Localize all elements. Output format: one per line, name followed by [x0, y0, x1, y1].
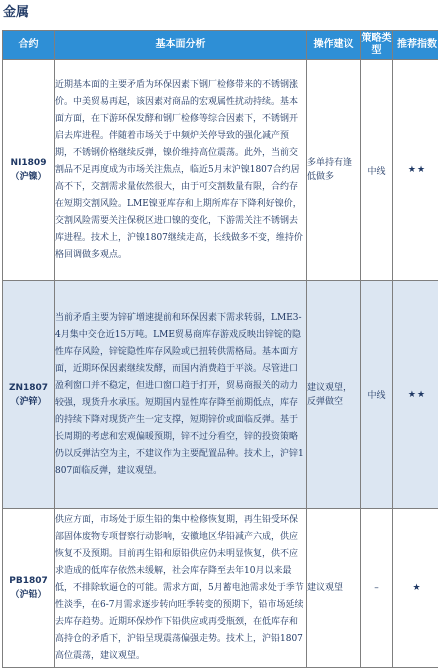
header-analysis: 基本面分析: [55, 31, 307, 60]
header-rating: 推荐指数: [393, 31, 438, 60]
table-row: [3, 509, 438, 668]
strategy-cell: 中线: [361, 60, 393, 281]
table-row: [3, 60, 438, 281]
advice-cell: 建议观望: [307, 509, 361, 668]
contract-name: （沪锌）: [3, 395, 54, 409]
strategy-cell: –: [361, 509, 393, 668]
table-header-row: [3, 31, 438, 60]
contract-cell: [3, 281, 55, 509]
strategy-cell: 中线: [361, 281, 393, 509]
contract-code: NI1809: [3, 156, 54, 170]
header-advice: 操作建议: [307, 31, 361, 60]
contract-code: ZN1807: [3, 381, 54, 395]
table-row: [3, 281, 438, 509]
contract-code: PB1807: [3, 574, 54, 588]
section-title: 金属: [3, 1, 29, 20]
contract-cell: [3, 509, 55, 668]
analysis-cell: 当前矛盾主要为锌矿增速提前和环保因素下需求转弱，LME3-4月集中交仓近15万吨。LME贸易商库存游戏反映出锌锭的隐性库存风险，锌锭隐性库存风险或已扭转供需格局。基本面方面，近期环保因素继续发酵，而国内消费趋于平淡。尽管进口盈利窗口并不稳定，但进口窗口趋于打开，贸易商报关的动力较强，现货升水承压。短期国内显性库存降至前期低点，库存的持续下降对现货产生一定支撑，短期锌价或面临反弹。基于长周期的考虑和宏观偏暖预期，锌不过分看空，锌的投资策略仍以反弹沽空为主，不建议作为主要配置品种。技术上，沪锌1807面临反弹，建议观望。: [55, 281, 307, 509]
rating-stars: ★: [393, 509, 438, 668]
contract-name: （沪镍）: [3, 170, 54, 184]
advice-cell: 建议观望，反弹做空: [307, 281, 361, 509]
recommendation-table: [2, 30, 438, 668]
header-strategy: 策略类型: [361, 31, 393, 60]
analysis-cell: 近期基本面的主要矛盾为环保因素下钢厂检修带来的不锈钢涨价。中美贸易再起，该因素对商品的宏观属性扰动持续。基本面方面，在下游环保发酵和钢厂检修等综合因素下，不锈钢开启去库进程。伴随着市场关于中频炉关停导致的强化减产预期，不锈钢价格继续反弹，镍价维持高位震荡。此外，当前交割品不足再度成为市场关注焦点，临近5月末沪镍1807合约居高不下，交割需求量依然很大，由于可交割数量有限，合约存在短期交割风险。LME镍亚库存和上期所库存下降利好镍价，交割风险需要关注保税区进口镍的变化，下游需关注不锈钢去库进程。技术上，沪镍1807继续走高，长线做多不变，维持价格回调做多观点。: [55, 60, 307, 281]
rating-stars: ★★: [393, 281, 438, 509]
contract-name: （沪铅）: [3, 588, 54, 602]
header-contract: 合约: [3, 31, 55, 60]
rating-stars: ★★: [393, 60, 438, 281]
contract-cell: [3, 60, 55, 281]
advice-cell: 多单持有逢低做多: [307, 60, 361, 281]
analysis-cell: 供应方面，市场处于原生铅的集中检修恢复期，再生铅受环保部固体废物专项督察行动影响，安徽地区华铅减产六成，供应恢复不及预期。目前再生铅和原铅供应仍未明显恢复，供不应求造成的低库存依然未缓解，社会库存降至去年10月以来最低，不排除软逼仓的可能。需求方面，5月蓄电池需求处于季节性淡季，在6-7月需求逐步转向旺季转变的预期下，铅市场延续去库存趋势。近期环保炒作下铅供应或再受瓶颈，在低库存和高持仓的矛盾下，沪铅呈现震荡偏强走势。技术上，沪铅1807高位震荡，建议观望。: [55, 509, 307, 668]
